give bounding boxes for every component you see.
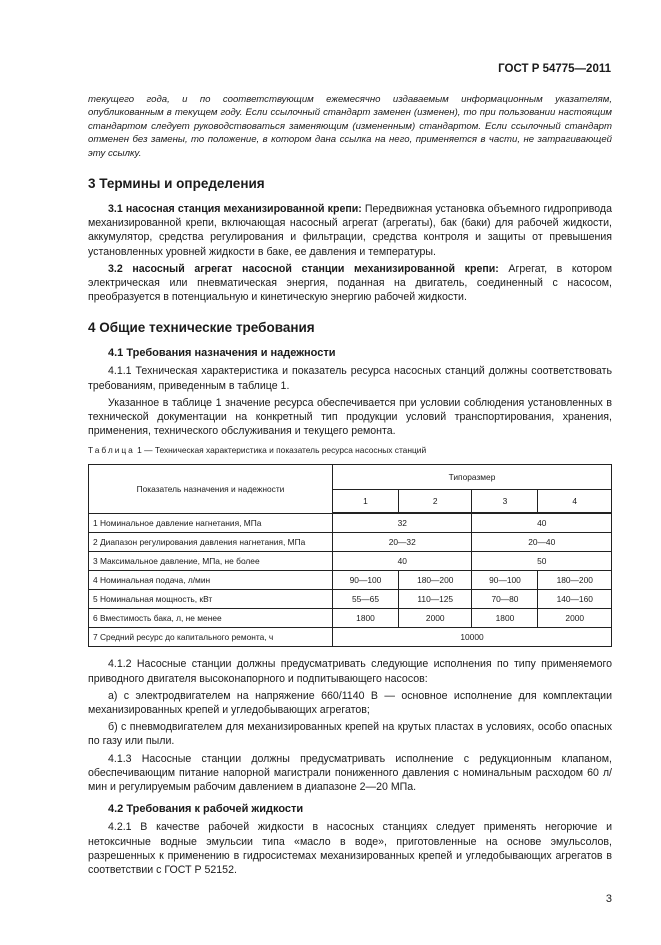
header-col: 1 <box>333 490 399 514</box>
term: 3.2 насосный агрегат насосной станции механизированной крепи: <box>108 262 499 275</box>
caption-text: 1 — Техническая характеристика и показатель ресурса насосных станций <box>134 445 427 456</box>
paragraph-4-1-2a: а) с электродвигателем на напряжение 660/1140 В — основное исполнение для комплектации механизированных крепей и угледобывающих агрегатов; <box>88 689 612 717</box>
subsection-4-1-heading: 4.1 Требования назначения и надежности <box>108 347 336 360</box>
cell: 32 <box>333 513 472 533</box>
paragraph-4-1-3: 4.1.3 Насосные станции должны предусматривать исполнение с редукционным клапаном, обеспечивающим питание напорной магистрали пониженного давления с номинальным расходом 60 л/мин и регулируемым рабочим давлением в диапазоне 2—20 МПа. <box>88 752 612 794</box>
cell: 90—100 <box>333 571 399 590</box>
definition-3-1 <box>88 202 612 259</box>
cell: 180—200 <box>538 571 612 590</box>
header-col: 3 <box>472 490 538 514</box>
header-type: Типоразмер <box>333 465 612 490</box>
header-param: Показатель назначения и надежности <box>89 465 333 514</box>
cell: 70—80 <box>472 590 538 609</box>
paragraph-4-2-1: 4.2.1 В качестве рабочей жидкости в насосных станциях следует применять негорючие и нетоксичные водные эмульсии типа «масло в воде», приготовленные на основе эмульсолов, разрешенных к применению в гидросистемах механизированных крепей и угледобывающих агрегатов в соответствии с ГОСТ Р 52152. <box>88 821 612 876</box>
cell: 55—65 <box>333 590 399 609</box>
cell: 110—125 <box>398 590 472 609</box>
table-row <box>89 609 612 628</box>
table-row <box>89 533 612 552</box>
cell: 5 Номинальная мощность, кВт <box>89 590 333 609</box>
cell: 180—200 <box>398 571 472 590</box>
header-col: 4 <box>538 490 612 514</box>
cell: 2000 <box>398 609 472 628</box>
paragraph-4-1-2: 4.1.2 Насосные станции должны предусматривать следующие исполнения по типу применяемого приводного двигателя высоконапорного и подпитывающего насосов: <box>88 658 612 685</box>
table-row <box>89 590 612 609</box>
page-number: 3 <box>605 893 612 906</box>
definition-3-2 <box>88 262 612 305</box>
paragraph-4-1-2b: б) с пневмодвигателем для механизированных крепей на крутых пластах в условиях, особо опасных по газу или пыли. <box>88 721 612 748</box>
cell: 6 Вместимость бака, л, не менее <box>89 609 333 628</box>
cell: 2000 <box>538 609 612 628</box>
cell: 40 <box>333 552 472 571</box>
table-row <box>89 513 612 533</box>
paragraph-4-1-1b: Указанное в таблице 1 значение ресурса обеспечивается при условии соблюдения установленных в технической документации на конкретный тип продукции условий транспортирования, хранения, применения, технического обслуживания и текущего ремонта. <box>88 396 612 438</box>
table-row <box>89 571 612 590</box>
cell: 90—100 <box>472 571 538 590</box>
cell: 3 Максимальное давление, МПа, не более <box>89 552 333 571</box>
definition-text: Передвижная установка объемного гидропривода механизированной крепи, включающая насосный агрегат (агрегаты), бак (баки) для рабочей жидкости, аккумулятор, средства регулирования и фильтрации, средства контроля и защиты от превышения установленных уровней жидкости в баке, ее давления и температуры. <box>88 203 612 258</box>
cell: 1800 <box>333 609 399 628</box>
caption-label: Таблица <box>88 445 135 456</box>
cell: 20—32 <box>333 533 472 552</box>
table-row <box>89 628 612 647</box>
cell: 7 Средний ресурс до капитального ремонта, ч <box>89 628 333 647</box>
document-header: ГОСТ Р 54775—2011 <box>498 63 611 75</box>
cell: 10000 <box>333 628 612 647</box>
cell: 2 Диапазон регулирования давления нагнетания, МПа <box>89 533 333 552</box>
table-caption <box>88 444 612 456</box>
intro-paragraph: текущего года, и по соответствующим ежемесячно издаваемым информационным указателям, опубликованным в текущем году. Если ссылочный стандарт заменен (изменен), то при пользовании настоящим стандартом следует руководствоваться заменяющим (измененным) стандартом. Если ссылочный стандарт отменен без замены, то положение, в котором дана ссылка на него, применяется в части, не затрагивающей эту ссылку. <box>88 94 612 159</box>
cell: 20—40 <box>472 533 612 552</box>
header-col: 2 <box>398 490 472 514</box>
section-3-heading: 3 Термины и определения <box>88 176 265 192</box>
cell: 140—160 <box>538 590 612 609</box>
cell: 4 Номинальная подача, л/мин <box>89 571 333 590</box>
cell: 50 <box>472 552 612 571</box>
section-4-heading: 4 Общие технические требования <box>88 320 315 336</box>
cell: 1800 <box>472 609 538 628</box>
paragraph-4-1-1: 4.1.1 Техническая характеристика и показатель ресурса насосных станций должны соответствовать требованиям, приведенным в таблице 1. <box>88 365 612 392</box>
table-row <box>89 552 612 571</box>
term: 3.1 насосная станция механизированной крепи: <box>108 203 362 216</box>
cell: 1 Номинальное давление нагнетания, МПа <box>89 513 333 533</box>
table-1 <box>88 464 612 647</box>
definition-text: Агрегат, в котором электрическая или пневматическая энергия, поданная на двигатель, соединенный с насосом, преобразуется в потенциальную и кинетическую энергию рабочей жидкости. <box>88 262 612 304</box>
cell: 40 <box>472 513 612 533</box>
subsection-4-2-heading: 4.2 Требования к рабочей жидкости <box>108 803 304 816</box>
